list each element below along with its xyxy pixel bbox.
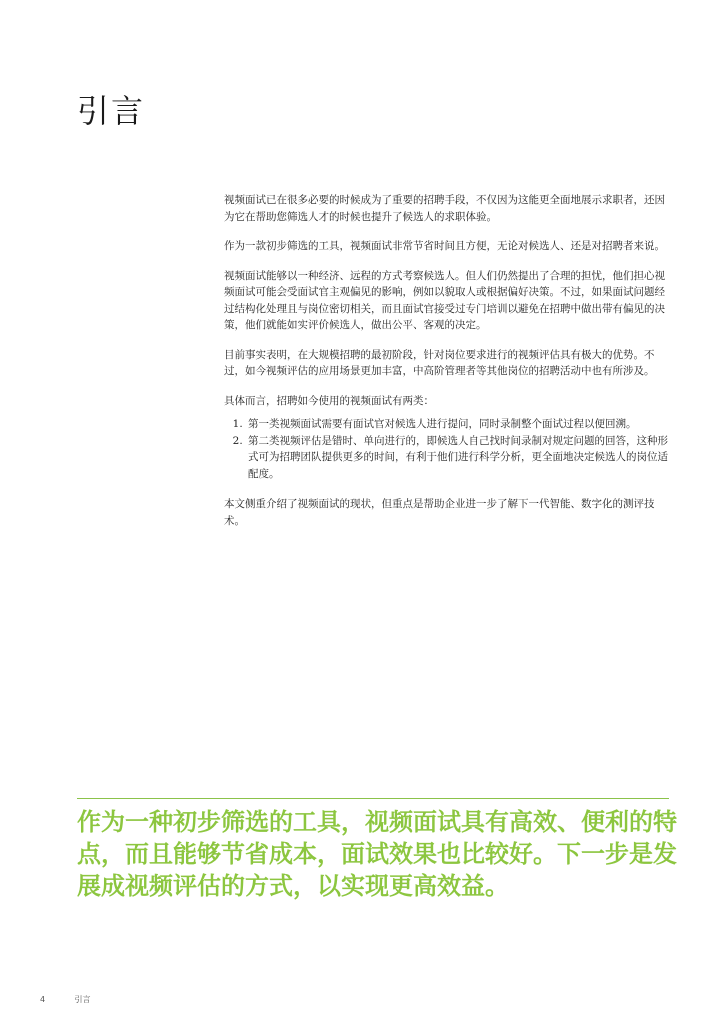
paragraph: 视频面试已在很多必要的时候成为了重要的招聘手段，不仅因为这能更全面地展示求职者，还因为它在帮助您筛选人才的时候也提升了候选人的求职体验。 <box>224 194 665 223</box>
footer-section-label: 引言 <box>74 995 91 1004</box>
closing-paragraph: 本文侧重介绍了视频面试的现状，但重点是帮助企业进一步了解下一代智能、数字化的测评技术。 <box>224 498 655 527</box>
paragraph: 目前事实表明，在大规模招聘的最初阶段，针对岗位要求进行的视频评估具有极大的优势。不过，如今视频评估的应用场景更加丰富，中高阶管理者等其他岗位的招聘活动中也有所涉及。 <box>224 348 655 377</box>
page-title: 引言 <box>77 92 146 130</box>
page-number: 4 <box>40 995 46 1004</box>
paragraph: 视频面试能够以一种经济、远程的方式考察候选人。但人们仍然提出了合理的担忧，他们担心视频面试可能会受面试官主观偏见的影响，例如以貌取人或根据偏好决策。不过，如果面试问题经过结构化处理且与岗位密切相关，而且面试官接受过专门培训以避免在招聘中做出带有偏见的决策，他们就能如实评价候选人，做出公平、客观的决定。 <box>224 269 665 331</box>
page-footer <box>40 994 91 1005</box>
body-text <box>224 192 670 542</box>
pullquote: 作为一种初步筛选的工具，视频面试具有高效、便利的特点，而且能够节省成本，面试效果也比较好。下一步是发展成视频评估的方式，以实现更高效益。 <box>77 807 677 900</box>
paragraph: 具体而言，招聘如今使用的视频面试有两类： <box>224 394 434 407</box>
paragraph: 作为一款初步筛选的工具，视频面试非常节省时间且方便，无论对候选人、还是对招聘者来说。 <box>224 240 665 252</box>
numbered-list <box>224 416 670 482</box>
pullquote-divider <box>77 798 669 799</box>
list-item: 1. 第一类视频面试需要有面试官对候选人进行提问，同时录制整个面试过程以便回溯。 <box>246 416 670 433</box>
list-item: 2. 第二类视频评估是错时、单向进行的，即候选人自己找时间录制对规定问题的回答，这种形式可为招聘团队提供更多的时间，有利于他们进行科学分析，更全面地决定候选人的岗位适配度。 <box>246 433 670 483</box>
